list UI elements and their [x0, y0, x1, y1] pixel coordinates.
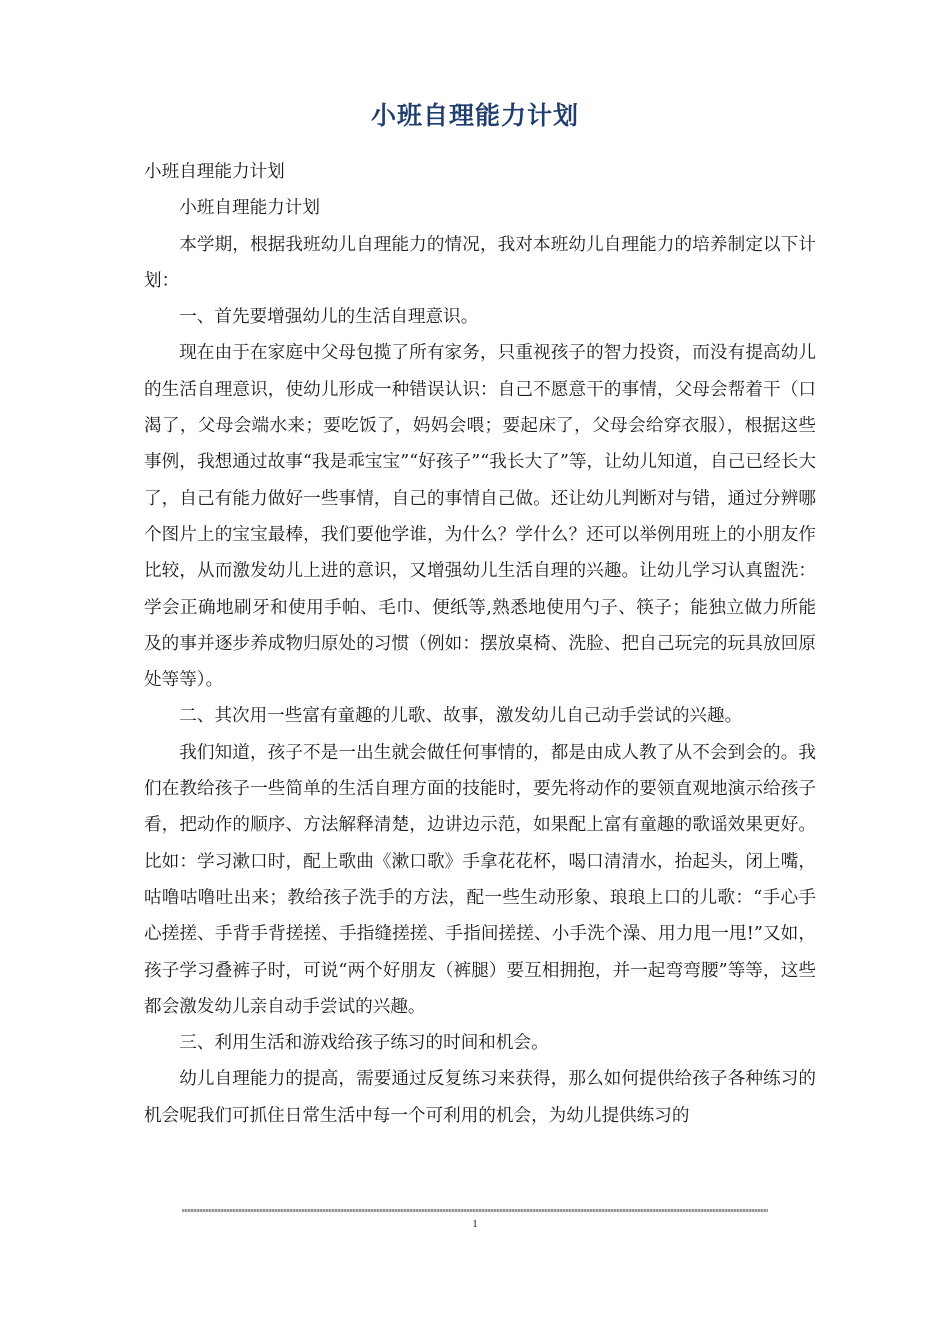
section-heading-1: 一、首先要增强幼儿的生活自理意识。 [179, 307, 479, 328]
section-heading-2: 二、其次用一些富有童趣的儿歌、故事，激发幼儿自己动手尝试的兴趣。 [179, 706, 743, 727]
paragraph-subtitle: 小班自理能力计划 [179, 198, 320, 219]
document-title: 小班自理能力计划 [370, 101, 579, 130]
paragraph-section-2: 我们知道，孩子不是一出生就会做任何事情的，都是由成人教了从不会到会的。我们在教给孩子一些简单的生活自理方面的技能时，要先将动作的要领直观地演示给孩子看，把动作的顺序、方法解释清楚，边讲边示范，如果配上富有童趣的歌谣效果更好。比如：学习漱口时，配上歌曲《漱口歌》手拿花花杯，喝口清清水，抬起头，闭上嘴，咕噜咕噜吐出来；教给孩子洗手的方法，配一些生动形象、琅琅上口的儿歌：“手心手心搓搓、手背手背搓搓、手指缝搓搓、手指间搓搓、小手洗个澡、用力甩一甩!”又如，孩子学习叠裤子时，可说“两个好朋友（裤腿）要互相拥抱，并一起弯弯腰”等等，这些都会激发幼儿亲自动手尝试的兴趣。 [144, 742, 816, 1017]
document-body [144, 154, 816, 1134]
page-number: 1 [472, 1218, 478, 1230]
paragraph-section-3: 幼儿自理能力的提高，需要通过反复练习来获得，那么如何提供给孩子各种练习的机会呢我们可抓住日常生活中每一个可利用的机会，为幼儿提供练习的 [144, 1069, 816, 1126]
paragraph-heading-line: 小班自理能力计划 [144, 162, 285, 182]
paragraph-section-1: 现在由于在家庭中父母包揽了所有家务，只重视孩子的智力投资，而没有提高幼儿的生活自理意识，使幼儿形成一种错误认识：自己不愿意干的事情，父母会帮着干（口渴了，父母会端水来；要吃饭了，妈妈会喂；要起床了，父母会给穿衣服），根据这些事例，我想通过故事“我是乖宝宝”“好孩子”“我长大了”等，让幼儿知道，自己已经长大了，自己有能力做好一些事情，自己的事情自己做。还让幼儿判断对与错，通过分辨哪个图片上的宝宝最棒，我们要他学谁，为什么？学什么？还可以举例用班上的小朋友作比较，从而激发幼儿上进的意识，又增强幼儿生活自理的兴趣。让幼儿学习认真盥洗：学会正确地刷牙和使用手帕、毛巾、便纸等,熟悉地使用勺子、筷子；能独立做力所能及的事并逐步养成物归原处的习惯（例如：摆放桌椅、洗脸、把自己玩完的玩具放回原处等等）。 [144, 343, 816, 691]
section-heading-3: 三、利用生活和游戏给孩子练习的时间和机会。 [179, 1033, 549, 1054]
footer-divider [182, 1209, 768, 1212]
paragraph-intro: 本学期，根据我班幼儿自理能力的情况，我对本班幼儿自理能力的培养制定以下计划： [144, 234, 816, 291]
